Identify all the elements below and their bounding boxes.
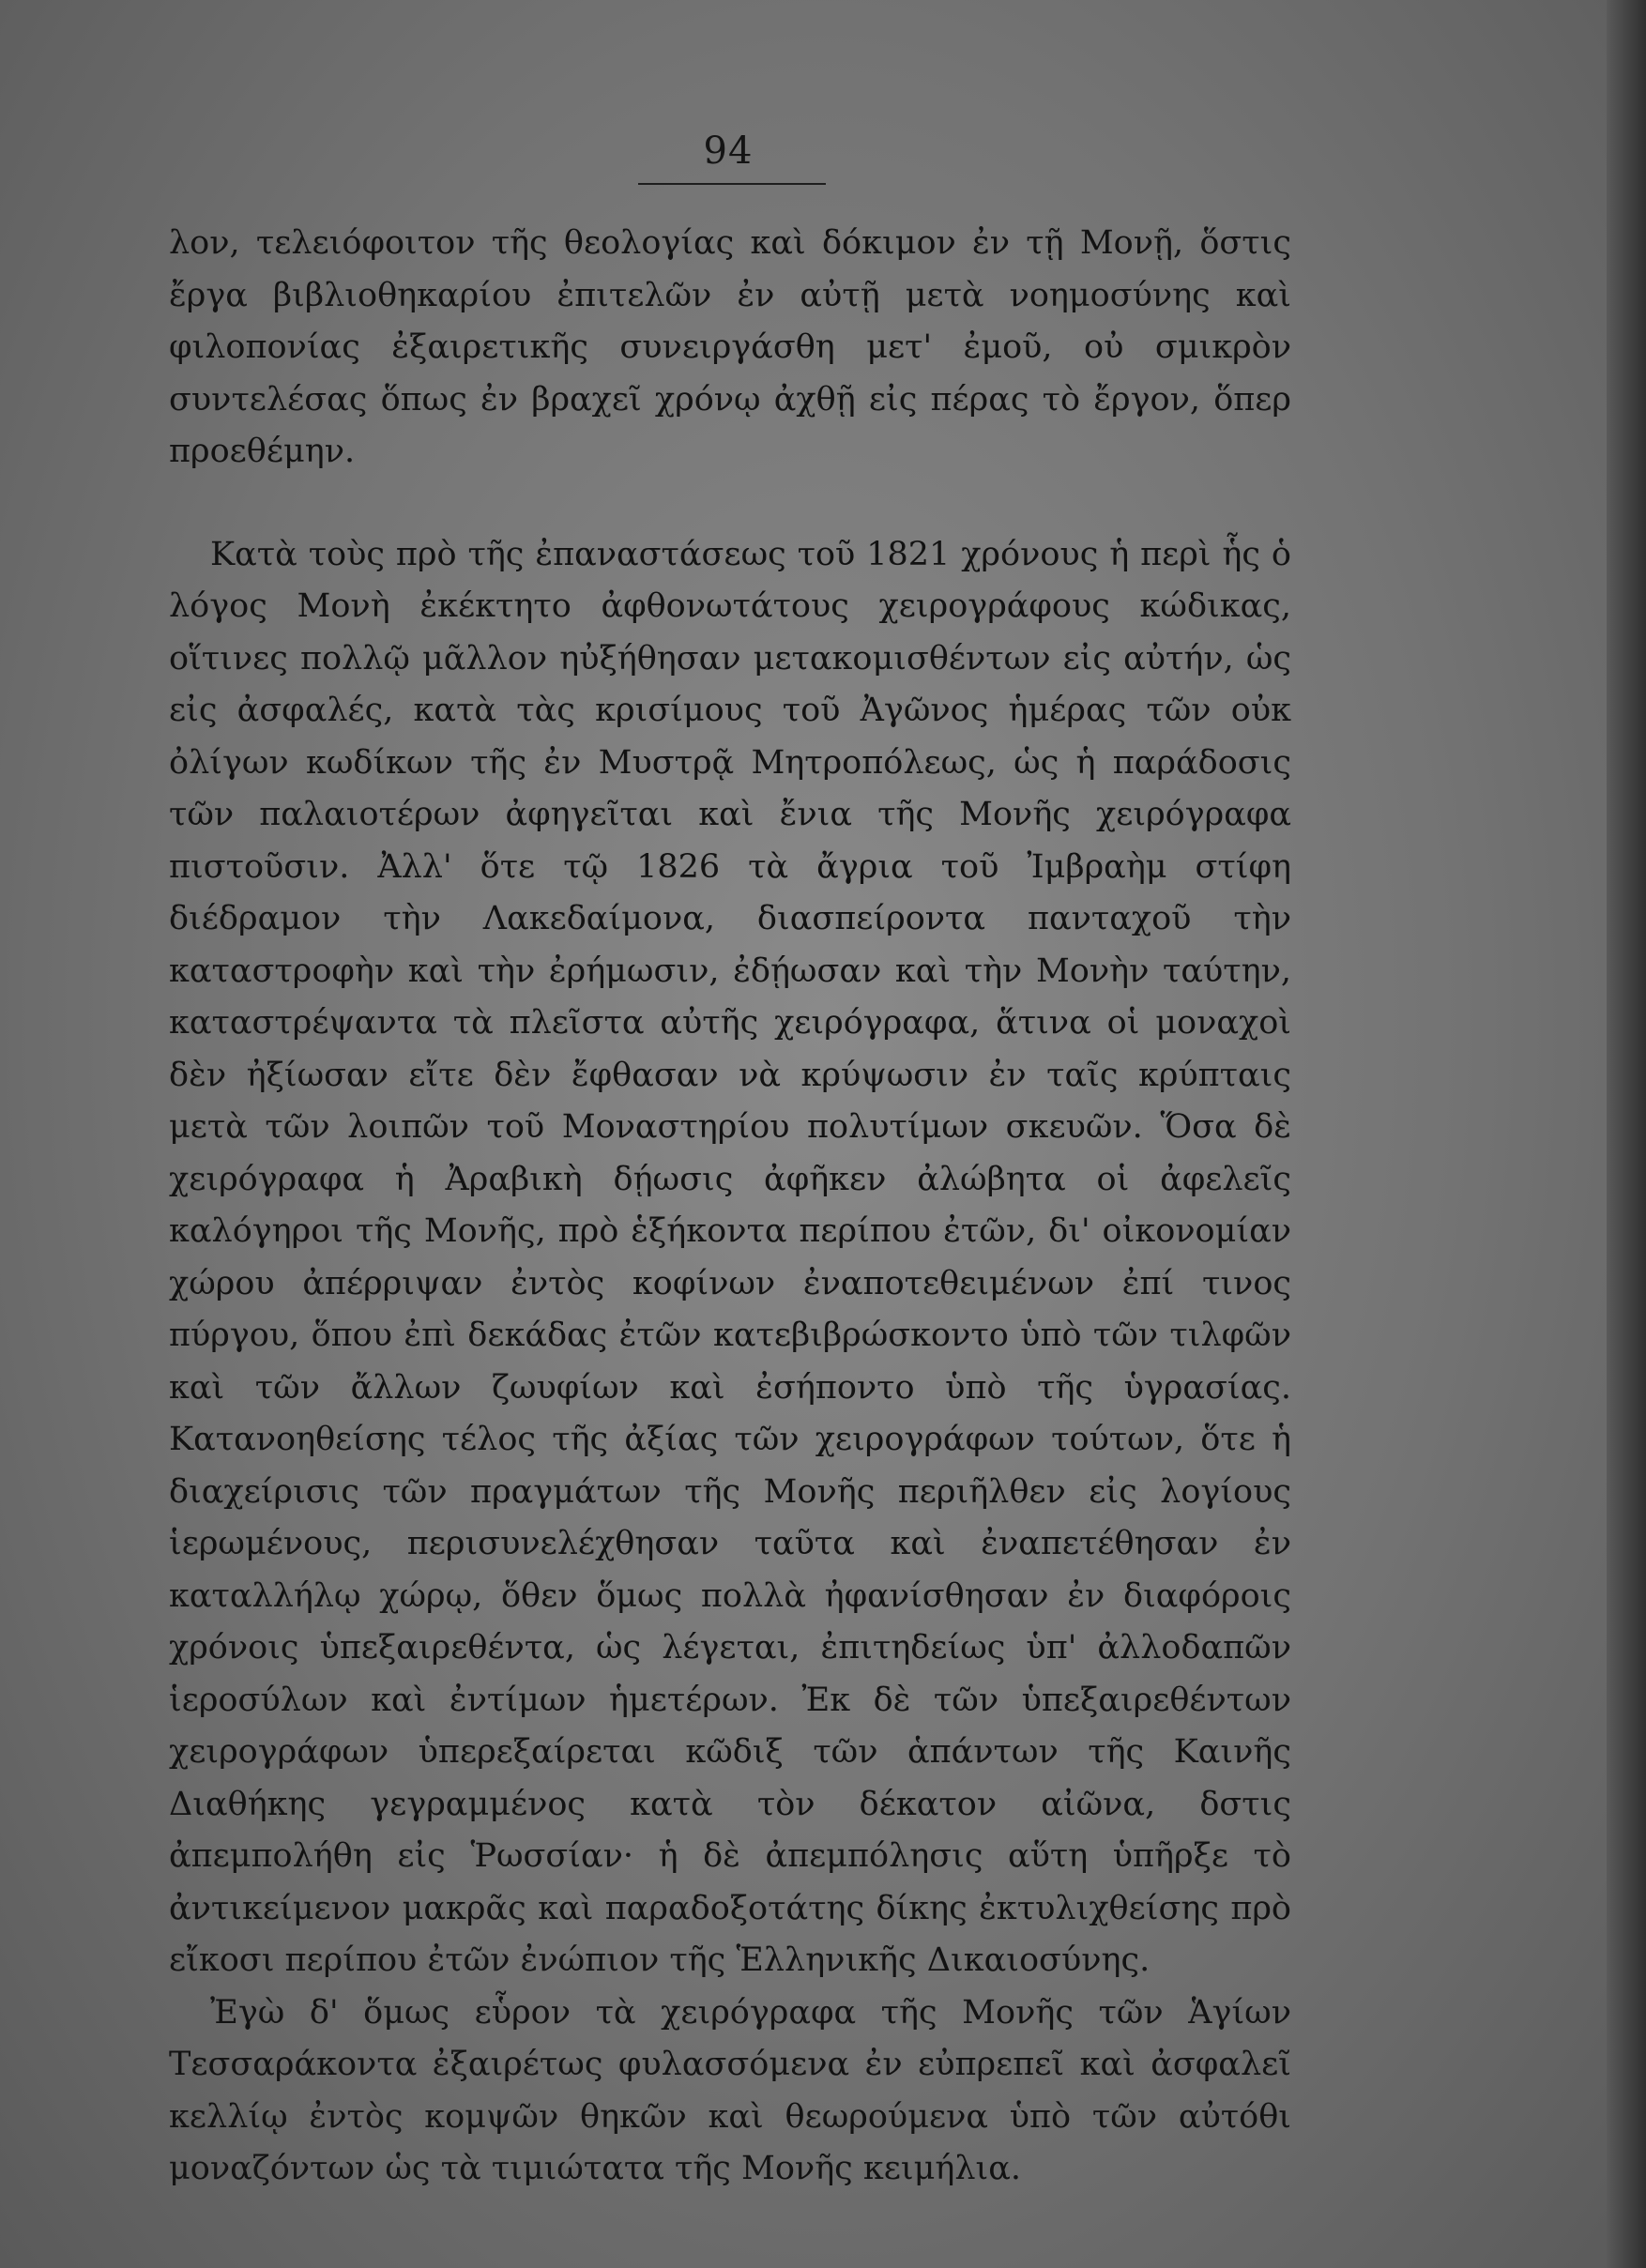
page-number-rule [638, 183, 826, 185]
paragraph-1: λον, τελειόφοιτον τῆς θεολογίας καὶ δόκιμον ἐν τῇ Μονῇ, ὅστις ἔργα βιβλιοθηκαρίου ἐπιτελῶν ἐν αὐτῇ μετὰ νοημοσύνης καὶ φιλοπονίας ἐξαιρετικῆς συνειργάσθη μετ' ἐμοῦ, οὐ σμικρὸν συντελέσας ὅπως ἐν βραχεῖ χρόνῳ ἀχθῇ εἰς πέρας τὸ ἔργον, ὅπερ προεθέμην. [169, 224, 1291, 470]
page-number: 94 [703, 129, 754, 173]
paragraph-3: Ἐγὼ δ' ὅμως εὗρον τὰ χειρόγραφα τῆς Μονῆς τῶν Ἁγίων Τεσσαράκοντα ἐξαιρέτως φυλασσόμενα ἐν εὐπρεπεῖ καὶ ἀσφαλεῖ κελλίῳ ἐντὸς κομψῶν θηκῶν καὶ θεωρούμενα ὑπὸ τῶν αὐτόθι μοναζόντων ὡς τὰ τιμιώτατα τῆς Μονῆς κειμήλια. [169, 1993, 1291, 2187]
body-text [169, 218, 1291, 2196]
page-edge-shadow [1607, 0, 1646, 2268]
paragraph-2: Κατὰ τοὺς πρὸ τῆς ἐπαναστάσεως τοῦ 1821 χρόνους ἡ περὶ ἧς ὁ λόγος Μονὴ ἐκέκτητο ἀφθονωτάτους χειρογράφους κώδικας, οἵτινες πολλῷ μᾶλλον ηὐξήθησαν μετακομισθέντων εἰς αὐτήν, ὡς εἰς ἀσφαλές, κατὰ τὰς κρισίμους τοῦ Ἀγῶνος ἡμέρας τῶν οὐκ ὀλίγων κωδίκων τῆς ἐν Μυστρᾷ Μητροπόλεως, ὡς ἡ παράδοσις τῶν παλαιοτέρων ἀφηγεῖται καὶ ἔνια τῆς Μονῆς χειρόγραφα πιστοῦσιν. Ἀλλ' ὅτε τῷ 1826 τὰ ἄγρια τοῦ Ἰμβραὴμ στίφη διέδραμον τὴν Λακεδαίμονα, διασπείροντα πανταχοῦ τὴν καταστροφὴν καὶ τὴν ἐρήμωσιν, ἐδῄωσαν καὶ τὴν Μονὴν ταύτην, καταστρέψαντα τὰ πλεῖστα αὐτῆς χειρόγραφα, ἅτινα οἱ μοναχοὶ δὲν ἠξίωσαν εἴτε δὲν ἔφθασαν νὰ κρύψωσιν ἐν ταῖς κρύπταις μετὰ τῶν λοιπῶν τοῦ Μοναστηρίου πολυτίμων σκευῶν. Ὅσα δὲ χειρόγραφα ἡ Ἀραβικὴ δῄωσις ἀφῆκεν ἀλώβητα οἱ ἀφελεῖς καλόγηροι τῆς Μονῆς, πρὸ ἑξήκοντα περίπου ἐτῶν, δι' οἰκονομίαν χώρου ἀπέρριψαν ἐντὸς κοφίνων ἐναποτεθειμένων ἐπί τινος πύργου, ὅπου ἐπὶ δεκάδας ἐτῶν κατεβιβρώσκοντο ὑπὸ τῶν τιλφῶν καὶ τῶν ἄλλων ζωυφίων καὶ ἐσήποντο ὑπὸ τῆς ὑγρασίας. Κατανοηθείσης τέλος τῆς ἀξίας τῶν χειρογράφων τούτων, ὅτε ἡ διαχείρισις τῶν πραγμάτων τῆς Μονῆς περιῆλθεν εἰς λογίους ἱερωμένους, περισυνελέχθησαν ταῦτα καὶ ἐναπετέθησαν ἐν καταλλήλῳ χώρῳ, ὅθεν ὅμως πολλὰ ἠφανίσθησαν ἐν διαφόροις χρόνοις ὑπεξαιρεθέντα, ὡς λέγεται, ἐπιτηδείως ὑπ' ἀλλοδαπῶν ἱεροσύλων καὶ ἐντίμων ἡμετέρων. Ἐκ δὲ τῶν ὑπεξαιρεθέντων χειρογράφων ὑπερεξαίρεται κῶδιξ τῶν ἁπάντων τῆς Καινῆς Διαθήκης γεγραμμένος κατὰ τὸν δέκατον αἰῶνα, δστις ἀπεμπολήθη εἰς Ῥωσσίαν· ἡ δὲ ἀπεμπόλησις αὕτη ὑπῆρξε τὸ ἀντικείμενον μακρᾶς καὶ παραδοξοτάτης δίκης ἐκτυλιχθείσης πρὸ εἴκοσι περίπου ἐτῶν ἐνώπιον τῆς Ἑλληνικῆς Δικαιοσύνης. [169, 535, 1291, 1979]
